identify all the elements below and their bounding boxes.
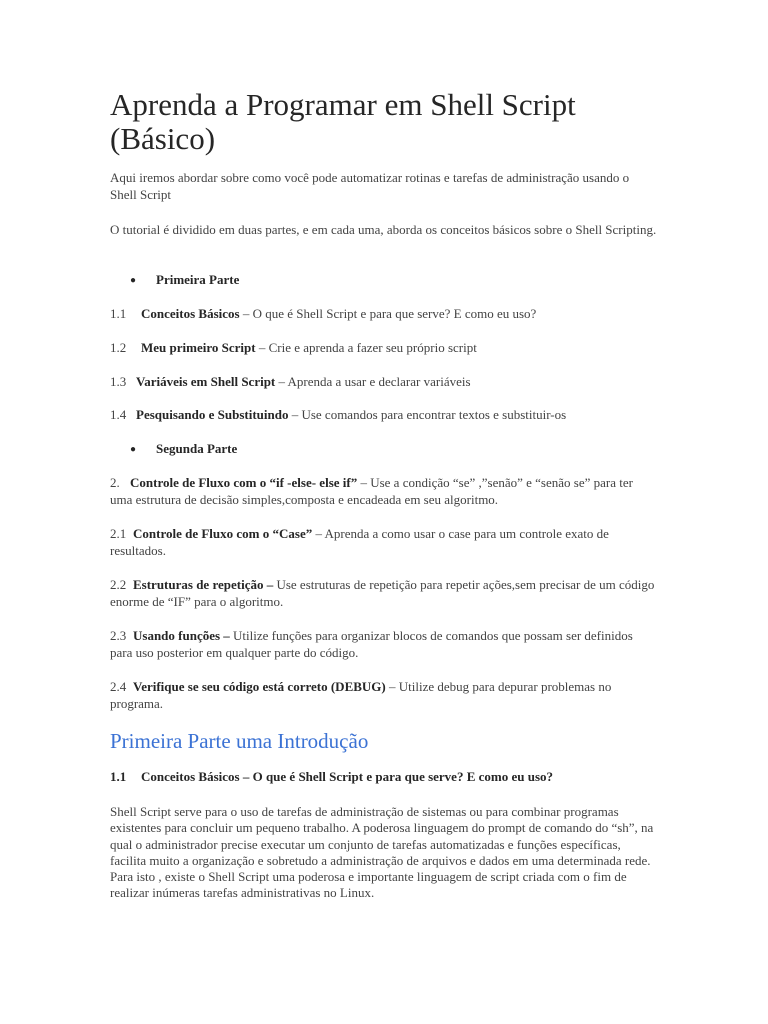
bullet-label: Primeira Parte [156, 272, 240, 287]
item-title: Variáveis em Shell Script [136, 374, 276, 389]
item-text: – Aprenda a usar e declarar variáveis [275, 374, 471, 389]
item-title: Controle de Fluxo com o “if -else- else if” [130, 475, 358, 490]
toc-item-1-1 [110, 306, 658, 323]
item-text: – Utilize debug para depurar problemas no programa. [110, 679, 612, 711]
item-number: 1.1 [110, 306, 127, 321]
item-number: 1.3 [110, 374, 127, 389]
item-title: Verifique se seu código está correto (DEBUG) [133, 679, 386, 694]
subheading-text: Conceitos Básicos – O que é Shell Script e para que serve? E como eu uso? [141, 769, 554, 784]
item-title: Controle de Fluxo com o “Case” [133, 526, 313, 541]
toc-item-2-2 [110, 577, 658, 610]
subheading-number: 1.1 [110, 769, 127, 784]
item-number: 2.2 [110, 577, 127, 592]
item-number: 1.4 [110, 407, 127, 422]
section-subheading [110, 769, 658, 785]
title-line-2: (Básico) [110, 121, 216, 156]
item-title: Pesquisando e Substituindo [136, 407, 289, 422]
toc-item-2-3 [110, 628, 658, 661]
item-text: – O que é Shell Script e para que serve? E como eu uso? [239, 306, 537, 321]
intro-paragraph: Aqui iremos abordar sobre como você pode automatizar rotinas e tarefas de administração usando o Shell Script [110, 170, 630, 202]
bullet-icon: ● [130, 444, 137, 455]
item-title: Estruturas de repetição – [133, 577, 274, 592]
item-number: 2.4 [110, 679, 127, 694]
item-number: 2.1 [110, 526, 127, 541]
item-title: Meu primeiro Script [141, 340, 256, 355]
toc-item-2-4 [110, 679, 658, 712]
item-text: – Crie e aprenda a fazer seu próprio script [255, 340, 477, 355]
bullet-label: Segunda Parte [156, 441, 238, 456]
bullet-icon: ● [130, 275, 137, 286]
bullet-segunda-parte [130, 441, 678, 458]
item-number: 1.2 [110, 340, 127, 355]
tutorial-paragraph: O tutorial é dividido em duas partes, e em cada uma, aborda os conceitos básicos sobre o Shell Scripting. [110, 222, 657, 237]
bullet-primeira-parte [130, 272, 678, 289]
item-text: Use estruturas de repetição para repetir ações,sem precisar de um código enorme de “IF” para o algoritmo. [110, 577, 655, 609]
item-number: 2.3 [110, 628, 127, 643]
toc-item-2-1 [110, 526, 658, 559]
toc-item-1-2 [110, 340, 658, 357]
body-paragraph: Shell Script serve para o uso de tarefas de administração de sistemas ou para combinar programas existentes para concluir um pequeno trabalho. A poderosa linguagem do prompt de comando do “sh”, na qual o administrador precise executar um conjunto de tarefas automatizadas e funções específicas, facilita muito a organização e sobretudo a administração de arquivos e dados em uma determinada rede. Para isto , existe o Shell Script uma poderosa e importante linguagem de script criada com o fim de realizar inúmeras tarefas administrativas no Linux. [110, 804, 654, 901]
item-text: – Use a condição “se” ,”senão” e “senão se” para ter uma estrutura de decisão simples,composta e encadeada em seu algoritmo. [110, 475, 633, 507]
item-text: Utilize funções para organizar blocos de comandos que possam ser definidos para uso posterior em qualquer parte do código. [110, 628, 633, 660]
item-number: 2. [110, 475, 120, 490]
item-text: – Use comandos para encontrar textos e substituir-os [288, 407, 567, 422]
document-title [110, 88, 658, 156]
toc-item-1-4 [110, 407, 658, 424]
section-title: Primeira Parte uma Introdução [110, 729, 369, 753]
toc-item-1-3 [110, 374, 658, 391]
item-title: Usando funções – [133, 628, 230, 643]
item-title: Conceitos Básicos [141, 306, 240, 321]
item-text: – Aprenda a como usar o case para um controle exato de resultados. [110, 526, 609, 558]
toc-item-2 [110, 475, 658, 508]
title-line-1: Aprenda a Programar em Shell Script [110, 87, 576, 122]
